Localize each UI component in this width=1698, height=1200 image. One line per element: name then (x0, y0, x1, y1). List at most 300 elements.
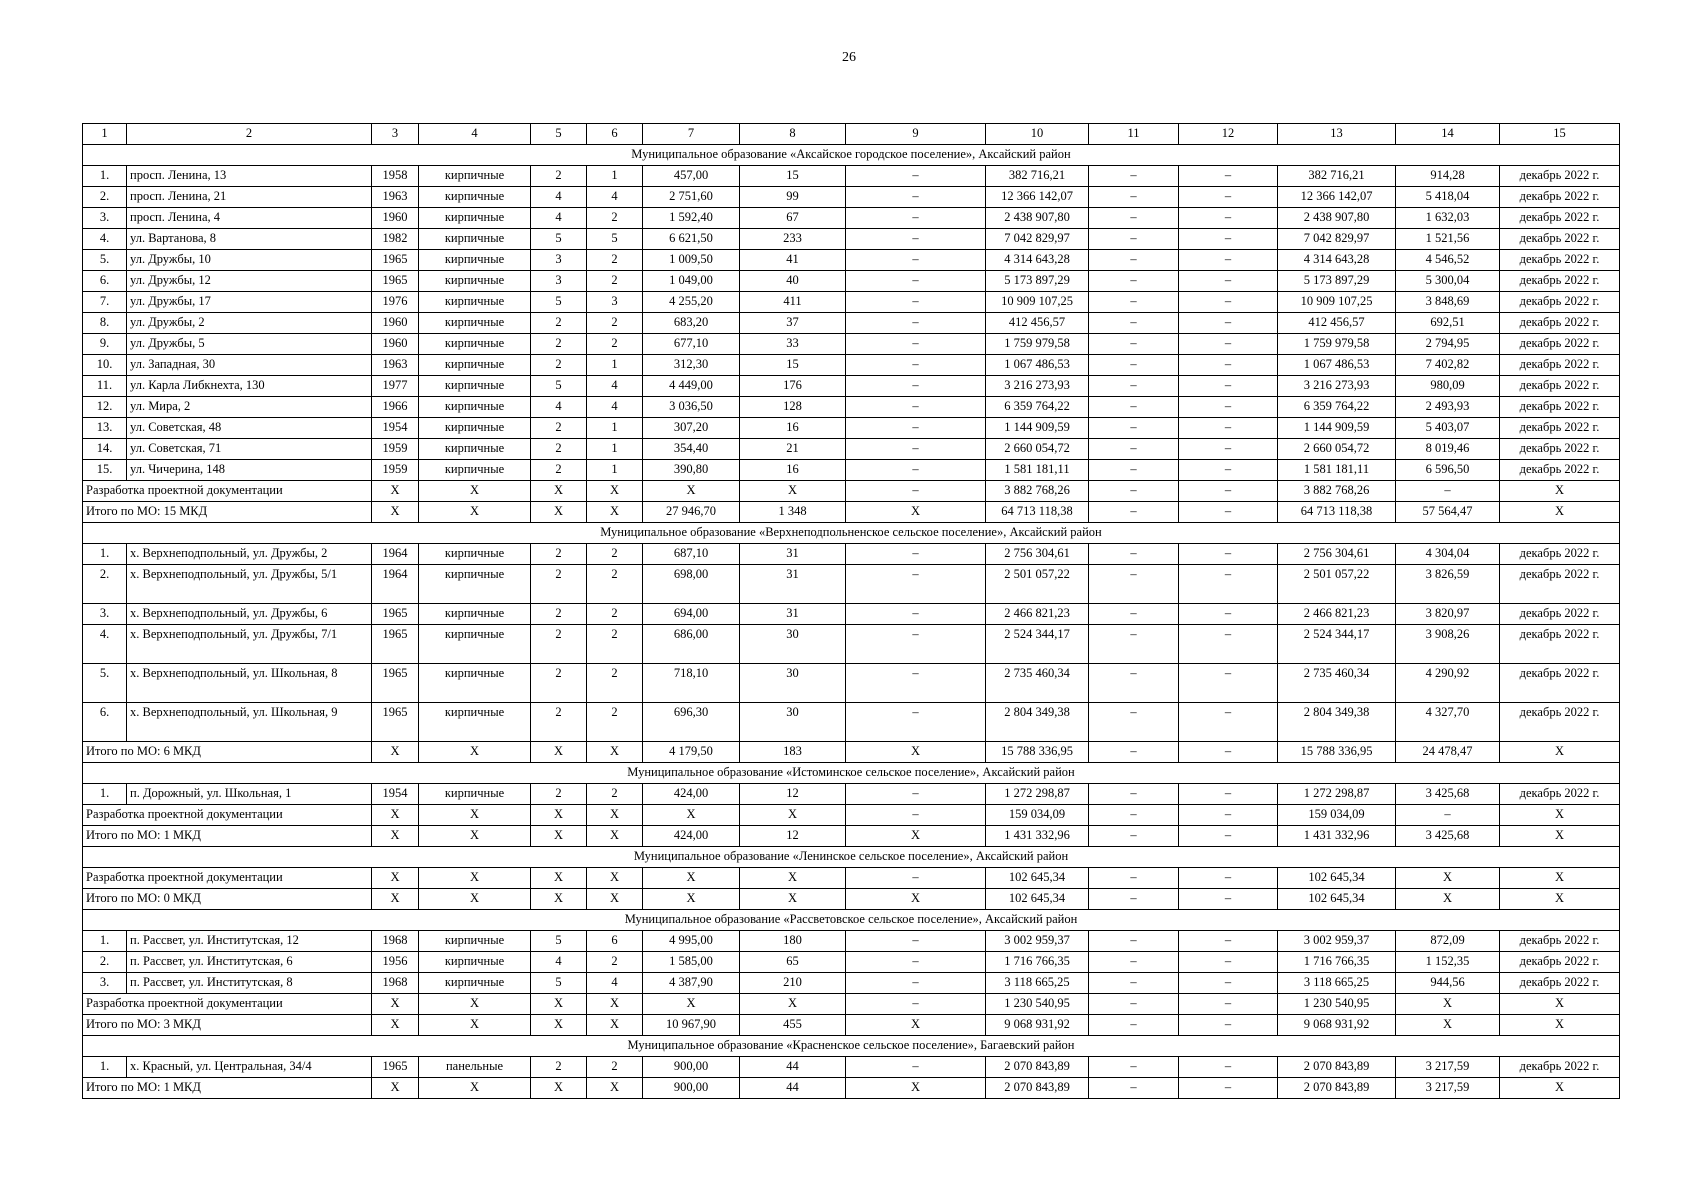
table-cell-col-9: – (846, 376, 986, 397)
table-cell-col-15: декабрь 2022 г. (1500, 973, 1620, 994)
summary-cell-col-13: 3 882 768,26 (1278, 481, 1396, 502)
summary-cell-col-4: X (419, 1078, 531, 1099)
section-title-row (83, 763, 1620, 784)
table-cell-col-1: 1. (83, 166, 127, 187)
table-cell-col-7: 354,40 (643, 439, 740, 460)
table-cell-col-11: – (1089, 376, 1179, 397)
table-cell-col-3: 1954 (372, 418, 419, 439)
summary-row (83, 1078, 1620, 1099)
table-cell-col-10: 2 070 843,89 (986, 1057, 1089, 1078)
table-cell-col-12: – (1179, 931, 1278, 952)
table-cell-col-14: 4 290,92 (1396, 664, 1500, 703)
table-cell-col-11: – (1089, 439, 1179, 460)
summary-cell-col-8: 1 348 (740, 502, 846, 523)
table-cell-col-15: декабрь 2022 г. (1500, 418, 1620, 439)
summary-cell-col-8: X (740, 889, 846, 910)
summary-cell-col-14: – (1396, 481, 1500, 502)
table-cell-col-5: 3 (531, 250, 587, 271)
table-cell-col-11: – (1089, 931, 1179, 952)
table-cell-col-4: кирпичные (419, 931, 531, 952)
table-cell-col-7: 307,20 (643, 418, 740, 439)
table-cell-col-15: декабрь 2022 г. (1500, 784, 1620, 805)
table-cell-col-3: 1968 (372, 931, 419, 952)
table-cell-col-7: 1 009,50 (643, 250, 740, 271)
column-number-row (83, 124, 1620, 145)
table-cell-col-15: декабрь 2022 г. (1500, 376, 1620, 397)
table-cell-col-3: 1965 (372, 625, 419, 664)
summary-cell-col-11: – (1089, 1078, 1179, 1099)
summary-cell-col-12: – (1179, 481, 1278, 502)
summary-label: Разработка проектной документации (83, 805, 372, 826)
table-cell-col-11: – (1089, 625, 1179, 664)
table-cell-col-9: – (846, 565, 986, 604)
table-cell-col-13: 1 067 486,53 (1278, 355, 1396, 376)
table-cell-col-11: – (1089, 397, 1179, 418)
summary-cell-col-3: X (372, 889, 419, 910)
table-cell-col-5: 2 (531, 418, 587, 439)
summary-cell-col-7: 900,00 (643, 1078, 740, 1099)
table-cell-col-2: п. Дорожный, ул. Школьная, 1 (127, 784, 372, 805)
table-cell-col-3: 1964 (372, 544, 419, 565)
table-cell-col-9: – (846, 229, 986, 250)
table-row (83, 565, 1620, 604)
summary-cell-col-14: X (1396, 868, 1500, 889)
table-row (83, 166, 1620, 187)
table-row (83, 250, 1620, 271)
column-number-cell-8: 8 (740, 124, 846, 145)
table-cell-col-4: кирпичные (419, 439, 531, 460)
table-cell-col-11: – (1089, 1057, 1179, 1078)
table-cell-col-6: 2 (587, 1057, 643, 1078)
table-cell-col-3: 1960 (372, 334, 419, 355)
table-cell-col-7: 683,20 (643, 313, 740, 334)
table-cell-col-1: 5. (83, 250, 127, 271)
table-cell-col-15: декабрь 2022 г. (1500, 460, 1620, 481)
summary-cell-col-8: 183 (740, 742, 846, 763)
summary-cell-col-10: 102 645,34 (986, 868, 1089, 889)
summary-cell-col-3: X (372, 502, 419, 523)
table-cell-col-15: декабрь 2022 г. (1500, 1057, 1620, 1078)
table-cell-col-13: 4 314 643,28 (1278, 250, 1396, 271)
summary-cell-col-7: X (643, 889, 740, 910)
section-title: Муниципальное образование «Аксайское городское поселение», Аксайский район (83, 145, 1620, 166)
summary-cell-col-8: X (740, 994, 846, 1015)
table-cell-col-8: 30 (740, 703, 846, 742)
summary-cell-col-5: X (531, 868, 587, 889)
table-row (83, 703, 1620, 742)
table-cell-col-14: 3 908,26 (1396, 625, 1500, 664)
summary-cell-col-14: X (1396, 994, 1500, 1015)
table-cell-col-1: 4. (83, 625, 127, 664)
table-cell-col-10: 2 438 907,80 (986, 208, 1089, 229)
table-cell-col-12: – (1179, 355, 1278, 376)
table-cell-col-3: 1968 (372, 973, 419, 994)
table-cell-col-8: 31 (740, 565, 846, 604)
table-cell-col-14: 3 425,68 (1396, 784, 1500, 805)
column-number-cell-1: 1 (83, 124, 127, 145)
summary-cell-col-10: 159 034,09 (986, 805, 1089, 826)
table-cell-col-6: 1 (587, 166, 643, 187)
table-cell-col-10: 2 660 054,72 (986, 439, 1089, 460)
summary-cell-col-7: 424,00 (643, 826, 740, 847)
section-title-row (83, 910, 1620, 931)
table-cell-col-9: – (846, 952, 986, 973)
table-cell-col-10: 3 216 273,93 (986, 376, 1089, 397)
table-cell-col-8: 15 (740, 355, 846, 376)
summary-cell-col-12: – (1179, 1078, 1278, 1099)
table-row (83, 376, 1620, 397)
table-cell-col-6: 2 (587, 625, 643, 664)
table-row (83, 271, 1620, 292)
table-cell-col-2: ул. Дружбы, 5 (127, 334, 372, 355)
summary-cell-col-3: X (372, 481, 419, 502)
table-cell-col-15: декабрь 2022 г. (1500, 604, 1620, 625)
table-cell-col-15: декабрь 2022 г. (1500, 187, 1620, 208)
table-cell-col-7: 694,00 (643, 604, 740, 625)
table-cell-col-14: 1 152,35 (1396, 952, 1500, 973)
table-cell-col-4: кирпичные (419, 973, 531, 994)
table-cell-col-8: 37 (740, 313, 846, 334)
table-cell-col-1: 2. (83, 187, 127, 208)
table-cell-col-2: х. Верхнеподпольный, ул. Дружбы, 2 (127, 544, 372, 565)
summary-cell-col-12: – (1179, 1015, 1278, 1036)
table-cell-col-12: – (1179, 229, 1278, 250)
summary-cell-col-14: – (1396, 805, 1500, 826)
table-cell-col-12: – (1179, 166, 1278, 187)
table-cell-col-13: 3 118 665,25 (1278, 973, 1396, 994)
summary-cell-col-13: 64 713 118,38 (1278, 502, 1396, 523)
table-cell-col-8: 41 (740, 250, 846, 271)
summary-cell-col-5: X (531, 805, 587, 826)
table-cell-col-3: 1966 (372, 397, 419, 418)
summary-cell-col-11: – (1089, 826, 1179, 847)
table-cell-col-5: 3 (531, 271, 587, 292)
table-cell-col-2: х. Верхнеподпольный, ул. Школьная, 8 (127, 664, 372, 703)
table-cell-col-12: – (1179, 271, 1278, 292)
table-cell-col-1: 2. (83, 952, 127, 973)
table-cell-col-13: 12 366 142,07 (1278, 187, 1396, 208)
summary-cell-col-3: X (372, 1078, 419, 1099)
table-cell-col-9: – (846, 397, 986, 418)
table-cell-col-4: кирпичные (419, 208, 531, 229)
table-cell-col-10: 2 466 821,23 (986, 604, 1089, 625)
summary-cell-col-5: X (531, 481, 587, 502)
summary-cell-col-9: – (846, 994, 986, 1015)
table-cell-col-4: панельные (419, 1057, 531, 1078)
table-cell-col-9: – (846, 625, 986, 664)
table-cell-col-14: 8 019,46 (1396, 439, 1500, 460)
summary-cell-col-10: 2 070 843,89 (986, 1078, 1089, 1099)
table-cell-col-9: – (846, 460, 986, 481)
table-cell-col-12: – (1179, 544, 1278, 565)
summary-cell-col-10: 15 788 336,95 (986, 742, 1089, 763)
table-cell-col-14: 4 546,52 (1396, 250, 1500, 271)
table-cell-col-7: 457,00 (643, 166, 740, 187)
table-cell-col-3: 1977 (372, 376, 419, 397)
summary-cell-col-4: X (419, 481, 531, 502)
table-cell-col-9: – (846, 784, 986, 805)
column-number-cell-7: 7 (643, 124, 740, 145)
table-cell-col-6: 2 (587, 664, 643, 703)
table-row (83, 187, 1620, 208)
summary-row (83, 805, 1620, 826)
table-cell-col-10: 12 366 142,07 (986, 187, 1089, 208)
table-cell-col-14: 5 418,04 (1396, 187, 1500, 208)
table-cell-col-6: 4 (587, 187, 643, 208)
table-cell-col-8: 30 (740, 664, 846, 703)
table-cell-col-10: 1 716 766,35 (986, 952, 1089, 973)
table-cell-col-3: 1965 (372, 664, 419, 703)
table-cell-col-11: – (1089, 313, 1179, 334)
summary-cell-col-5: X (531, 826, 587, 847)
table-cell-col-7: 698,00 (643, 565, 740, 604)
table-cell-col-4: кирпичные (419, 271, 531, 292)
table-cell-col-8: 180 (740, 931, 846, 952)
table-cell-col-2: ул. Дружбы, 10 (127, 250, 372, 271)
table-cell-col-13: 2 438 907,80 (1278, 208, 1396, 229)
table-cell-col-2: ул. Вартанова, 8 (127, 229, 372, 250)
table-cell-col-7: 677,10 (643, 334, 740, 355)
table-cell-col-9: – (846, 355, 986, 376)
table-cell-col-1: 14. (83, 439, 127, 460)
table-cell-col-6: 2 (587, 604, 643, 625)
table-cell-col-3: 1965 (372, 1057, 419, 1078)
table-row (83, 784, 1620, 805)
table-cell-col-14: 3 826,59 (1396, 565, 1500, 604)
summary-cell-col-13: 1 431 332,96 (1278, 826, 1396, 847)
table-cell-col-11: – (1089, 208, 1179, 229)
table-cell-col-7: 1 049,00 (643, 271, 740, 292)
table-cell-col-5: 2 (531, 784, 587, 805)
table-cell-col-8: 16 (740, 460, 846, 481)
table-row (83, 418, 1620, 439)
table-cell-col-11: – (1089, 166, 1179, 187)
table-cell-col-10: 2 756 304,61 (986, 544, 1089, 565)
summary-cell-col-6: X (587, 1078, 643, 1099)
column-number-cell-5: 5 (531, 124, 587, 145)
summary-cell-col-15: X (1500, 1078, 1620, 1099)
section-title-row (83, 1036, 1620, 1057)
table-cell-col-15: декабрь 2022 г. (1500, 565, 1620, 604)
summary-cell-col-4: X (419, 805, 531, 826)
table-cell-col-12: – (1179, 439, 1278, 460)
table-row (83, 931, 1620, 952)
table-row (83, 229, 1620, 250)
summary-cell-col-11: – (1089, 742, 1179, 763)
summary-cell-col-10: 3 882 768,26 (986, 481, 1089, 502)
table-cell-col-14: 914,28 (1396, 166, 1500, 187)
table-cell-col-14: 2 493,93 (1396, 397, 1500, 418)
section-title: Муниципальное образование «Красненское сельское поселение», Багаевский район (83, 1036, 1620, 1057)
table-cell-col-8: 40 (740, 271, 846, 292)
table-cell-col-5: 5 (531, 973, 587, 994)
summary-cell-col-7: X (643, 805, 740, 826)
summary-cell-col-7: X (643, 868, 740, 889)
table-cell-col-15: декабрь 2022 г. (1500, 334, 1620, 355)
summary-row (83, 502, 1620, 523)
summary-row (83, 889, 1620, 910)
table-cell-col-8: 65 (740, 952, 846, 973)
table-cell-col-11: – (1089, 952, 1179, 973)
table-cell-col-9: – (846, 208, 986, 229)
table-cell-col-3: 1954 (372, 784, 419, 805)
summary-cell-col-14: 57 564,47 (1396, 502, 1500, 523)
summary-cell-col-13: 2 070 843,89 (1278, 1078, 1396, 1099)
table-cell-col-8: 176 (740, 376, 846, 397)
summary-cell-col-9: X (846, 826, 986, 847)
table-cell-col-5: 5 (531, 292, 587, 313)
summary-cell-col-12: – (1179, 826, 1278, 847)
table-cell-col-6: 4 (587, 973, 643, 994)
table-cell-col-15: декабрь 2022 г. (1500, 931, 1620, 952)
summary-cell-col-15: X (1500, 481, 1620, 502)
table-cell-col-1: 10. (83, 355, 127, 376)
table-cell-col-5: 2 (531, 664, 587, 703)
table-cell-col-8: 44 (740, 1057, 846, 1078)
table-cell-col-8: 210 (740, 973, 846, 994)
table-cell-col-2: просп. Ленина, 21 (127, 187, 372, 208)
summary-cell-col-9: X (846, 889, 986, 910)
table-cell-col-6: 2 (587, 544, 643, 565)
table-cell-col-3: 1960 (372, 313, 419, 334)
table-cell-col-10: 3 118 665,25 (986, 973, 1089, 994)
summary-cell-col-9: X (846, 742, 986, 763)
table-cell-col-10: 1 272 298,87 (986, 784, 1089, 805)
table-cell-col-11: – (1089, 604, 1179, 625)
summary-label: Итого по МО: 15 МКД (83, 502, 372, 523)
summary-cell-col-12: – (1179, 742, 1278, 763)
table-cell-col-1: 2. (83, 565, 127, 604)
table-cell-col-9: – (846, 1057, 986, 1078)
summary-cell-col-3: X (372, 826, 419, 847)
table-cell-col-2: х. Верхнеподпольный, ул. Дружбы, 6 (127, 604, 372, 625)
table-cell-col-3: 1956 (372, 952, 419, 973)
table-cell-col-11: – (1089, 973, 1179, 994)
table-cell-col-6: 2 (587, 565, 643, 604)
table-cell-col-14: 980,09 (1396, 376, 1500, 397)
table-cell-col-14: 3 820,97 (1396, 604, 1500, 625)
column-number-cell-2: 2 (127, 124, 372, 145)
table-cell-col-10: 2 524 344,17 (986, 625, 1089, 664)
summary-cell-col-8: 12 (740, 826, 846, 847)
table-cell-col-3: 1982 (372, 229, 419, 250)
table-cell-col-6: 5 (587, 229, 643, 250)
table-cell-col-5: 5 (531, 229, 587, 250)
table-cell-col-1: 3. (83, 208, 127, 229)
table-cell-col-3: 1965 (372, 703, 419, 742)
section-title: Муниципальное образование «Ленинское сельское поселение», Аксайский район (83, 847, 1620, 868)
table-cell-col-9: – (846, 973, 986, 994)
summary-cell-col-7: 10 967,90 (643, 1015, 740, 1036)
table-cell-col-11: – (1089, 544, 1179, 565)
table-cell-col-9: – (846, 271, 986, 292)
table-cell-col-1: 11. (83, 376, 127, 397)
summary-label: Разработка проектной документации (83, 994, 372, 1015)
summary-cell-col-6: X (587, 889, 643, 910)
table-cell-col-15: декабрь 2022 г. (1500, 271, 1620, 292)
table-cell-col-2: просп. Ленина, 4 (127, 208, 372, 229)
page-number: 26 (842, 50, 856, 65)
table-cell-col-15: декабрь 2022 г. (1500, 439, 1620, 460)
table-cell-col-12: – (1179, 460, 1278, 481)
table-cell-col-14: 4 327,70 (1396, 703, 1500, 742)
table-cell-col-10: 10 909 107,25 (986, 292, 1089, 313)
summary-cell-col-15: X (1500, 502, 1620, 523)
table-cell-col-13: 1 716 766,35 (1278, 952, 1396, 973)
table-cell-col-15: декабрь 2022 г. (1500, 208, 1620, 229)
summary-cell-col-13: 102 645,34 (1278, 868, 1396, 889)
table-cell-col-8: 128 (740, 397, 846, 418)
table-cell-col-14: 5 403,07 (1396, 418, 1500, 439)
summary-cell-col-15: X (1500, 994, 1620, 1015)
summary-cell-col-5: X (531, 502, 587, 523)
table-row (83, 604, 1620, 625)
table-cell-col-2: просп. Ленина, 13 (127, 166, 372, 187)
table-cell-col-5: 2 (531, 703, 587, 742)
table-cell-col-15: декабрь 2022 г. (1500, 229, 1620, 250)
table-cell-col-6: 2 (587, 208, 643, 229)
table-cell-col-4: кирпичные (419, 334, 531, 355)
table-cell-col-10: 3 002 959,37 (986, 931, 1089, 952)
table-cell-col-12: – (1179, 625, 1278, 664)
table-cell-col-5: 2 (531, 625, 587, 664)
summary-cell-col-8: X (740, 805, 846, 826)
table-row (83, 1057, 1620, 1078)
table-cell-col-3: 1960 (372, 208, 419, 229)
table-cell-col-7: 390,80 (643, 460, 740, 481)
table-cell-col-9: – (846, 544, 986, 565)
summary-cell-col-4: X (419, 826, 531, 847)
summary-label: Итого по МО: 1 МКД (83, 1078, 372, 1099)
table-cell-col-7: 2 751,60 (643, 187, 740, 208)
table-cell-col-1: 13. (83, 418, 127, 439)
table-cell-col-2: п. Рассвет, ул. Институтская, 8 (127, 973, 372, 994)
column-number-cell-11: 11 (1089, 124, 1179, 145)
table-cell-col-12: – (1179, 664, 1278, 703)
table-cell-col-2: ул. Дружбы, 2 (127, 313, 372, 334)
summary-cell-col-11: – (1089, 994, 1179, 1015)
summary-cell-col-6: X (587, 826, 643, 847)
table-cell-col-7: 900,00 (643, 1057, 740, 1078)
summary-cell-col-13: 102 645,34 (1278, 889, 1396, 910)
table-cell-col-4: кирпичные (419, 604, 531, 625)
summary-cell-col-4: X (419, 994, 531, 1015)
summary-cell-col-4: X (419, 889, 531, 910)
table-cell-col-13: 3 002 959,37 (1278, 931, 1396, 952)
table-cell-col-1: 4. (83, 229, 127, 250)
table-body (83, 124, 1620, 1099)
column-number-cell-9: 9 (846, 124, 986, 145)
table-cell-col-12: – (1179, 973, 1278, 994)
table-cell-col-1: 8. (83, 313, 127, 334)
summary-cell-col-10: 1 230 540,95 (986, 994, 1089, 1015)
summary-cell-col-14: X (1396, 1015, 1500, 1036)
table-cell-col-12: – (1179, 208, 1278, 229)
table-cell-col-4: кирпичные (419, 355, 531, 376)
summary-cell-col-13: 9 068 931,92 (1278, 1015, 1396, 1036)
table-cell-col-3: 1963 (372, 187, 419, 208)
summary-label: Разработка проектной документации (83, 868, 372, 889)
table-row (83, 544, 1620, 565)
summary-cell-col-4: X (419, 1015, 531, 1036)
summary-cell-col-7: X (643, 481, 740, 502)
table-cell-col-1: 6. (83, 271, 127, 292)
table-cell-col-13: 2 735 460,34 (1278, 664, 1396, 703)
summary-cell-col-11: – (1089, 502, 1179, 523)
summary-cell-col-9: X (846, 502, 986, 523)
table-cell-col-10: 1 759 979,58 (986, 334, 1089, 355)
summary-cell-col-9: X (846, 1078, 986, 1099)
